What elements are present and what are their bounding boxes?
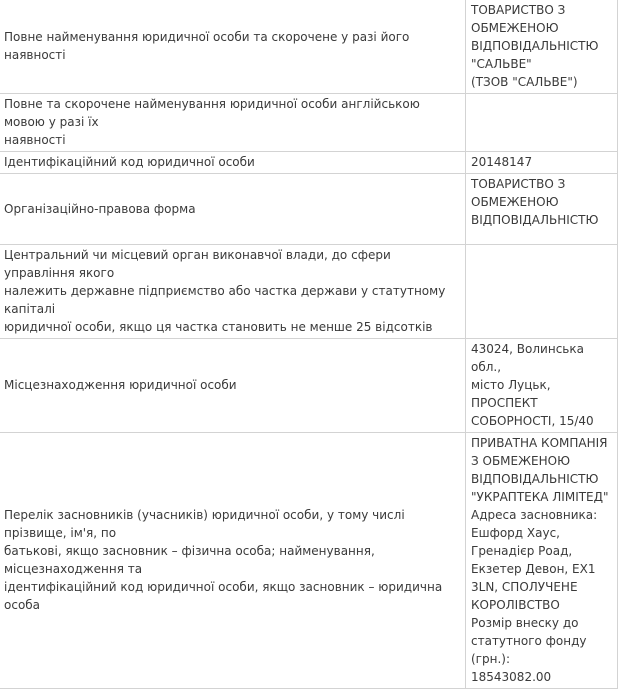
row-label-text: ідентифікаційний код юридичної особи, якщо засновник – юридична особа: [4, 580, 443, 612]
value-line: 18543082.00: [471, 670, 552, 684]
row-label-text: Повне найменування юридичної особи та скорочене у разі його наявності: [4, 30, 410, 62]
table-row-location: [0, 339, 618, 433]
row-value: [466, 339, 618, 433]
value-line: ВІДПОВІДАЛЬНІСТЮ: [471, 472, 599, 486]
row-label-text: Повне та скорочене найменування юридичної особи англійською мовою у разі їх: [4, 97, 420, 129]
row-value-empty: [466, 94, 618, 152]
row-label: [0, 339, 466, 433]
row-value: [466, 433, 618, 689]
table-row-government-body: [0, 245, 618, 339]
value-line: "УКРАПТЕКА ЛІМІТЕД": [471, 490, 609, 504]
row-label-text: Перелік засновників (учасників) юридичної особи, у тому числі прізвище, ім'я, по: [4, 508, 405, 540]
row-label-text: Організаційно-правова форма: [4, 201, 196, 216]
value-line: ПРОСПЕКТ: [471, 396, 538, 410]
row-label-text: юридичної особи, якщо ця частка становить не менше 25 відсотків: [4, 320, 433, 334]
row-label: [0, 152, 466, 174]
row-label-text: Місцезнаходження юридичної особи: [4, 378, 237, 392]
row-label: [0, 174, 466, 245]
value-line: ОБМЕЖЕНОЮ: [471, 21, 559, 35]
table-row-english-name: [0, 94, 618, 152]
value-line: 3LN, СПОЛУЧЕНЕ: [471, 580, 578, 594]
row-label-text: наявності: [4, 133, 66, 147]
row-label-text: Ідентифікаційний код юридичної особи: [4, 155, 255, 169]
value-line: Екзетер Девон, EX1: [471, 562, 596, 576]
value-line: Ешфорд Хаус,: [471, 526, 560, 540]
row-value-empty: [466, 245, 618, 339]
value-line: місто Луцьк,: [471, 378, 551, 392]
value-line: Розмір внеску до: [471, 616, 579, 630]
row-label-text: належить державне підприємство або частка держави у статутному капіталі: [4, 284, 446, 316]
value-line: статутного фонду (грн.):: [471, 634, 587, 666]
value-line: (ТЗОВ "САЛЬВЕ"): [471, 75, 578, 89]
row-label: [0, 94, 466, 152]
value-line: 43024, Волинська обл.,: [471, 342, 584, 374]
row-label-text: Центральний чи місцевий орган виконавчої влади, до сфери управління якого: [4, 248, 391, 280]
value-line: Адреса засновника:: [471, 508, 598, 522]
value-line: 20148147: [471, 155, 533, 169]
row-label: [0, 245, 466, 339]
table-row-full-name: [0, 0, 618, 94]
row-value: [466, 174, 618, 245]
value-line: ТОВАРИСТВО З: [471, 3, 566, 17]
row-label: [0, 0, 466, 94]
table-row-founders: [0, 433, 618, 689]
value-line: ВІДПОВІДАЛЬНІСТЮ: [471, 213, 599, 227]
table-row-id-code: [0, 152, 618, 174]
value-line: КОРОЛІВСТВО: [471, 598, 560, 612]
row-label-text: батькові, якщо засновник – фізична особа; найменування, місцезнаходження та: [4, 544, 375, 576]
table-row-legal-form: [0, 174, 618, 245]
row-value: [466, 0, 618, 94]
value-line: СОБОРНОСТІ, 15/40: [471, 414, 594, 428]
value-line: ТОВАРИСТВО З: [471, 177, 566, 191]
value-line: ОБМЕЖЕНОЮ: [471, 195, 559, 209]
value-line: "САЛЬВЕ": [471, 57, 532, 71]
value-line: З ОБМЕЖЕНОЮ: [471, 454, 571, 468]
row-value: [466, 152, 618, 174]
value-line: ПРИВАТНА КОМПАНІЯ: [471, 436, 608, 450]
row-label: [0, 433, 466, 689]
value-line: Гренадієр Роад,: [471, 544, 573, 558]
value-line: ВІДПОВІДАЛЬНІСТЮ: [471, 39, 599, 53]
